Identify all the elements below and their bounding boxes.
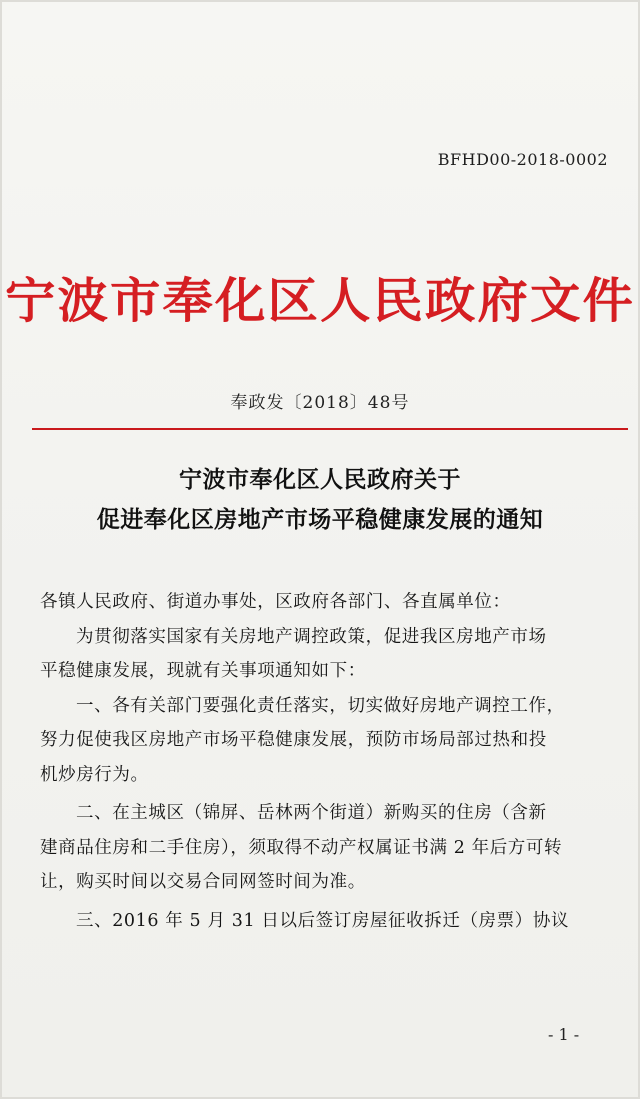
document-number: 奉政发〔2018〕48号	[230, 393, 410, 413]
paragraph-4-line-1: 三、2016 年 5 月 31 日以后签订房屋征收拆迁（房票）协议	[76, 910, 570, 931]
document-code: BFHD00-2018-0002	[437, 150, 608, 169]
paragraph-2-line-3: 机炒房行为。	[40, 764, 149, 785]
paragraph-2-line-1: 一、各有关部门要强化责任落实，切实做好房地产调控工作，	[76, 695, 565, 716]
issuer-title: 宁波市奉化区人民政府文件	[4, 273, 636, 329]
notice-title-line-1: 宁波市奉化区人民政府关于	[179, 466, 461, 493]
document-body	[40, 585, 630, 938]
paragraph-3-line-1: 二、在主城区（锦屏、岳林两个街道）新购买的住房（含新	[76, 803, 547, 823]
paragraph-1-line-2: 平稳健康发展，现就有关事项通知如下：	[40, 661, 366, 681]
red-divider-line	[32, 428, 628, 430]
paragraph-1-line-1: 为贯彻落实国家有关房地产调控政策，促进我区房地产市场	[76, 626, 547, 647]
salutation: 各镇人民政府、街道办事处，区政府各部门、各直属单位：	[40, 592, 511, 612]
paragraph-2-line-2: 努力促使我区房地产市场平稳健康发展，预防市场局部过热和投	[40, 730, 547, 750]
paragraph-3-line-2: 建商品住房和二手住房），须取得不动产权属证书满 2 年后方可转	[40, 837, 563, 858]
notice-title	[0, 460, 640, 540]
page-number: - 1 -	[548, 1025, 580, 1044]
notice-title-line-2: 促进奉化区房地产市场平稳健康发展的通知	[96, 506, 544, 533]
paragraph-3-line-3: 让，购买时间以交易合同网签时间为准。	[40, 872, 366, 892]
